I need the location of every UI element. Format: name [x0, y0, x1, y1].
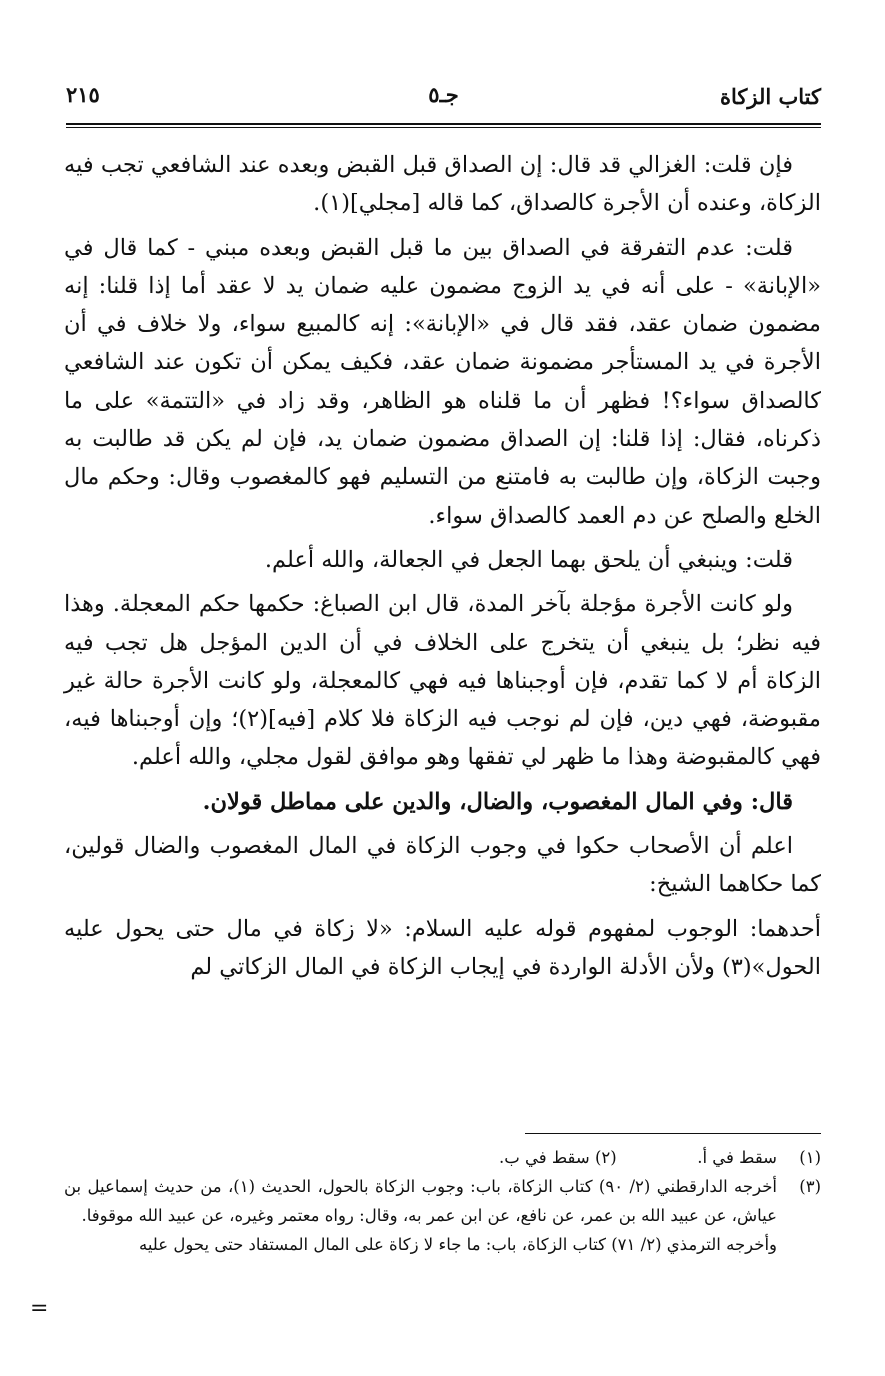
page-number: ٢١٥	[66, 82, 100, 107]
volume-label: جـ٥	[428, 82, 459, 107]
paragraph: اعلم أن الأصحاب حكوا في وجوب الزكاة في المال المغصوب والضال قولين، كما حكاهما الشيخ:	[64, 833, 821, 898]
footnote-text	[64, 1143, 777, 1172]
paragraph: فإن قلت: الغزالي قد قال: إن الصداق قبل القبض وبعده عند الشافعي تجب فيه الزكاة، وعنده أن الأجرة كالصداق، كما قاله [مجلي](١).	[64, 152, 821, 217]
footnote-number: (٣)	[799, 1177, 821, 1196]
main-text	[64, 146, 821, 992]
paragraph: أحدهما: الوجوب لمفهوم قوله عليه السلام: «لا زكاة في مال حتى يحول عليه الحول»(٣) ولأن الأدلة الواردة في إيجاب الزكاة في المال الزكاتي لم	[64, 915, 821, 980]
footnote-number: (١)	[799, 1148, 821, 1167]
running-title: كتاب الزكاة	[719, 84, 821, 109]
footnote-row	[64, 1143, 821, 1172]
header-rule-thick	[66, 123, 821, 125]
paragraph: ولو كانت الأجرة مؤجلة بآخر المدة، قال ابن الصباغ: حكمها حكم المعجلة. وهذا فيه نظر؛ بل ينبغي أن يتخرج على الخلاف في أن الدين المؤجل هل تجب فيه الزكاة أم لا كما تقدم، فإن أوجبناها فيه فهي كالمعجلة، ولو كانت الأجرة حالة غير مقبوضة، فهي دين، فإن لم نوجب فيه الزكاة فلا كلام [فيه](٢)؛ وإن أوجبناها فيه، فهي كالمقبوضة وهذا ما ظهر لي تفقها وهو موافق لقول مجلي، والله أعلم.	[64, 591, 821, 771]
margin-mark: =	[30, 1296, 49, 1321]
footnote-1-text: سقط في أ.	[697, 1148, 777, 1167]
paragraph-heading: قال: وفي المال المغصوب، والضال، والدين على مماطل قولان.	[202, 788, 793, 815]
footnotes	[64, 1143, 821, 1259]
page-header	[66, 72, 821, 112]
header-rule-thin	[66, 127, 821, 128]
paragraph: قلت: عدم التفرقة في الصداق بين ما قبل القبض وبعده مبني - كما قال في «الإبانة» - على أنه في يد الزوج مضمون عليه ضمان يد لا عقد أما إذا قلنا: إنه مضمون ضمان عقد، فقد قال في «الإبانة»: إنه كالمبيع سواء، ولا خلاف في أن الأجرة في يد المستأجر مضمونة ضمان عقد، فكيف يمكن أن تكون عند الشافعي كالصداق سواء؟! فظهر أن ما قلناه هو الظاهر، وقد زاد في «التتمة» على ما ذكرناه، فقال: إذا قلنا: إن الصداق مضمون ضمان يد، فإن لم يكن قد طالبت به وجبت الزكاة، وإن طالبت به فامتنع من التسليم فهو كالمغصوب وقال: وحكم مال الخلع والصلح عن دم العمد كالصداق سواء.	[64, 234, 821, 529]
footnote-2-text: سقط في ب.	[498, 1148, 590, 1167]
footnote-separator	[525, 1133, 821, 1134]
footnote-3-continuation: وأخرجه الترمذي (٢/ ٧١) كتاب الزكاة، باب: ما جاء لا زكاة على المال المستفاد حتى يحول عليه	[138, 1235, 777, 1254]
paragraph: قلت: وينبغي أن يلحق بهما الجعل في الجعالة، والله أعلم.	[264, 546, 793, 573]
footnote-row	[64, 1172, 821, 1230]
footnote-3-text: أخرجه الدارقطني (٢/ ٩٠) كتاب الزكاة، باب: وجوب الزكاة بالحول، الحديث (١)، من حديث إسماعيل بن عياش، عن عبيد الله بن عمر، عن نافع، عن ابن عمر به، وقال: رواه معتمر وغيره، عن عبيد الله موقوفا.	[64, 1177, 777, 1225]
footnote-2-number: (٢)	[594, 1148, 617, 1167]
